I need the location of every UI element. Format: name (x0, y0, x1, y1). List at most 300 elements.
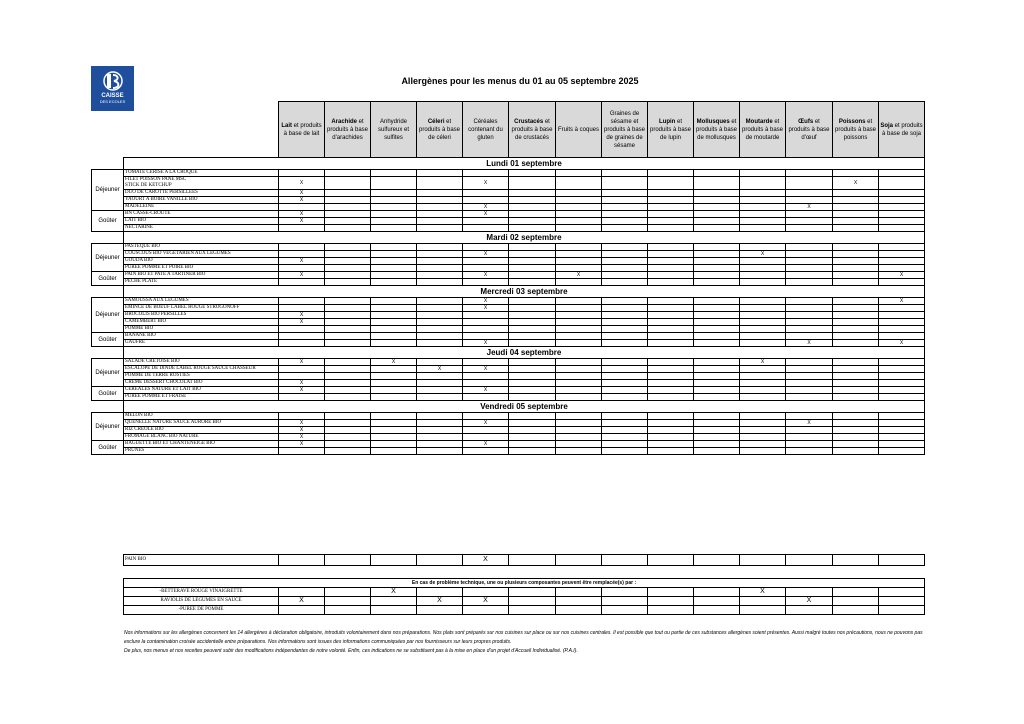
allergen-cell (417, 359, 463, 366)
allergen-cell (463, 170, 509, 177)
allergen-cell (602, 204, 648, 211)
allergen-cell (417, 218, 463, 225)
allergen-cell (740, 555, 786, 566)
allergen-cell (833, 225, 879, 232)
allergen-cell (556, 319, 602, 326)
allergen-cell (833, 258, 879, 265)
allergen-cell (509, 441, 556, 448)
allergen-cell (371, 218, 417, 225)
allergen-cell: X (417, 597, 463, 606)
allergen-cell (325, 448, 371, 455)
allergen-cell (879, 258, 925, 265)
allergen-cell (463, 279, 509, 286)
allergen-cell (694, 413, 740, 420)
allergen-cell (417, 380, 463, 387)
column-header-bold: Céleri (427, 118, 445, 125)
allergen-cell (325, 279, 371, 286)
allergen-cell: X (279, 190, 325, 197)
dish-name (124, 312, 279, 319)
allergen-cell: X (463, 204, 509, 211)
dish-name (124, 441, 279, 448)
allergen-cell (786, 272, 833, 279)
allergen-cell (371, 420, 417, 427)
allergen-cell (740, 448, 786, 455)
allergen-cell (463, 312, 509, 319)
allergen-cell (417, 305, 463, 312)
allergen-cell (325, 265, 371, 272)
allergen-cell (833, 441, 879, 448)
table-row (92, 387, 925, 394)
dish-name-line: TOMATE CERISE A LA CROQUE (125, 170, 198, 175)
allergen-cell (509, 298, 556, 305)
allergen-cell (786, 265, 833, 272)
table-row (92, 218, 925, 225)
allergen-cell (509, 588, 556, 597)
allergen-cell (879, 394, 925, 401)
allergen-cell (325, 319, 371, 326)
allergen-cell (463, 326, 509, 333)
allergen-cell (279, 555, 325, 566)
table-row (92, 441, 925, 448)
allergen-cell (648, 333, 694, 340)
allergen-cell (325, 177, 371, 190)
allergen-cell (602, 427, 648, 434)
allergen-cell (371, 434, 417, 441)
allergen-cell (694, 366, 740, 373)
meal-label: Goûter (92, 441, 124, 455)
allergen-cell (879, 218, 925, 225)
allergen-cell (879, 606, 925, 615)
allergen-cell (325, 359, 371, 366)
day-heading: Lundi 01 septembre (124, 158, 925, 170)
allergen-cell: X (463, 177, 509, 190)
allergen-cell (694, 305, 740, 312)
allergen-cell (879, 597, 925, 606)
allergen-cell (556, 448, 602, 455)
allergen-cell (740, 197, 786, 204)
allergen-cell (371, 265, 417, 272)
allergen-cell (786, 606, 833, 615)
allergen-cell (325, 298, 371, 305)
allergen-cell (786, 279, 833, 286)
allergen-cell (740, 394, 786, 401)
allergen-cell (648, 413, 694, 420)
allergen-cell (463, 427, 509, 434)
allergen-cell (694, 588, 740, 597)
allergen-cell (602, 340, 648, 347)
allergen-cell (694, 380, 740, 387)
allergen-cell (463, 190, 509, 197)
table-row (92, 373, 925, 380)
allergen-cell (417, 420, 463, 427)
allergen-cell (463, 373, 509, 380)
allergen-cell (417, 319, 463, 326)
dish-name (124, 319, 279, 326)
table-row (92, 312, 925, 319)
allergen-cell (740, 597, 786, 606)
table-row (92, 272, 925, 279)
allergen-cell (786, 588, 833, 597)
meal-label: Goûter (92, 387, 124, 401)
allergen-cell (509, 177, 556, 190)
allergen-cell (833, 326, 879, 333)
allergen-cell (786, 211, 833, 218)
allergen-cell (556, 170, 602, 177)
allergen-cell (325, 597, 371, 606)
meal-label: Déjeuner (92, 359, 124, 387)
allergen-cell (509, 225, 556, 232)
dish-name-line: BANANE BIO (125, 333, 156, 338)
column-header (509, 102, 556, 158)
table-row (92, 366, 925, 373)
allergen-cell (279, 225, 325, 232)
allergen-cell (556, 394, 602, 401)
allergen-cell (417, 177, 463, 190)
allergen-cell (463, 244, 509, 251)
allergen-cell (694, 211, 740, 218)
table-row (92, 204, 925, 211)
dish-name-line: COUSCOUS BIO VEGETARIEN AUX LEGUMES (125, 251, 231, 256)
table-row (92, 265, 925, 272)
allergen-cell (556, 225, 602, 232)
allergen-cell (786, 366, 833, 373)
allergen-cell (602, 258, 648, 265)
dish-name (124, 333, 279, 340)
dish-name-line: CEREALES NATURE ET LAIT BIO (125, 387, 201, 392)
allergen-cell (509, 387, 556, 394)
allergen-cell (879, 427, 925, 434)
allergen-cell (556, 366, 602, 373)
allergen-cell (833, 555, 879, 566)
allergen-cell (463, 218, 509, 225)
allergen-cell (371, 312, 417, 319)
allergen-cell (371, 197, 417, 204)
pain-table (123, 554, 925, 566)
allergen-cell (740, 312, 786, 319)
allergen-cell (833, 366, 879, 373)
allergen-cell (833, 387, 879, 394)
allergen-cell (509, 190, 556, 197)
allergen-cell (694, 319, 740, 326)
allergen-cell (740, 204, 786, 211)
allergen-cell (694, 434, 740, 441)
allergen-cell (740, 319, 786, 326)
allergen-cell: X (279, 258, 325, 265)
dish-name (124, 380, 279, 387)
allergen-cell (833, 312, 879, 319)
allergen-cell (602, 606, 648, 615)
allergen-cell (509, 333, 556, 340)
allergen-cell (833, 340, 879, 347)
allergen-cell (879, 204, 925, 211)
dish-name (124, 204, 279, 211)
dish-name (124, 298, 279, 305)
allergen-cell (371, 555, 417, 566)
allergen-cell (833, 373, 879, 380)
allergen-cell (694, 420, 740, 427)
day-heading: Mercredi 03 septembre (124, 286, 925, 298)
dish-name (124, 218, 279, 225)
dish-name-line: FILET POISSON PANE MSC (125, 177, 187, 182)
column-header (786, 102, 833, 158)
column-header (648, 102, 694, 158)
allergen-cell (602, 225, 648, 232)
allergen-cell (602, 272, 648, 279)
footnote-1: Nos informations sur les allergènes concernent les 14 allergènes à déclaration obligatoire, introduits volontairement dans nos préparations. Nos plats sont préparés sur nos cuisines sur place ou sur nos cuisines centrales. Il est possible que tout ou partie de ces substances allergènes soient présentes. Aussi malgré toutes nos précautions, nous ne pouvons pas exclure la contamination croisée accidentelle entre préparations. Nos informations sont issues des informations communiquées par nos fournisseurs sur leurs propres produits. (124, 630, 923, 645)
allergen-cell: X (279, 319, 325, 326)
allergen-cell (694, 204, 740, 211)
allergen-cell (279, 298, 325, 305)
allergen-cell (740, 279, 786, 286)
allergen-cell (371, 413, 417, 420)
dish-name (124, 434, 279, 441)
allergen-cell: X (279, 312, 325, 319)
alternatives-header-row (124, 579, 925, 588)
allergen-cell (371, 211, 417, 218)
meal-label: Goûter (92, 272, 124, 286)
dish-name-line: PAIN BIO ET PATE A TARTINER BIO (125, 272, 206, 277)
allergen-cell (879, 434, 925, 441)
allergen-cell (325, 170, 371, 177)
allergen-cell (648, 312, 694, 319)
allergen-cell (325, 305, 371, 312)
allergen-cell (556, 606, 602, 615)
column-header (740, 102, 786, 158)
allergen-cell (879, 366, 925, 373)
dish-name (124, 394, 279, 401)
allergen-cell (417, 333, 463, 340)
allergen-cell (648, 225, 694, 232)
table-row (92, 197, 925, 204)
column-header (279, 102, 325, 158)
allergen-cell (786, 380, 833, 387)
allergen-cell (740, 272, 786, 279)
allergen-cell (648, 606, 694, 615)
allergen-cell (279, 244, 325, 251)
dish-name-line: BROCOLIS BIO PERSILLES (125, 312, 187, 317)
dish-name-line: PRUNES (125, 448, 145, 453)
allergen-cell (417, 326, 463, 333)
allergen-cell (371, 366, 417, 373)
allergen-cell (417, 298, 463, 305)
allergen-cell (648, 441, 694, 448)
allergen-cell (556, 258, 602, 265)
dish-name (124, 420, 279, 427)
allergen-cell (694, 373, 740, 380)
allergen-cell (556, 244, 602, 251)
allergen-cell (648, 319, 694, 326)
allergen-cell (509, 427, 556, 434)
allergen-cell (786, 298, 833, 305)
allergen-cell (694, 555, 740, 566)
allergen-cell (833, 170, 879, 177)
allergen-cell: X (463, 272, 509, 279)
allergen-cell (371, 251, 417, 258)
dish-name-line: ESCALOPE DE DINDE LABEL ROUGE SAUCE CHASSEUR (125, 366, 256, 371)
allergen-cell (279, 170, 325, 177)
allergen-cell (417, 413, 463, 420)
allergen-cell (694, 312, 740, 319)
allergen-cell (786, 441, 833, 448)
allergen-cell (740, 305, 786, 312)
allergen-cell (279, 251, 325, 258)
allergen-cell (371, 448, 417, 455)
allergen-cell (509, 197, 556, 204)
allergen-cell (556, 197, 602, 204)
allergen-cell (509, 305, 556, 312)
footnote-2: De plus, nos menus et nos recettes peuvent subir des modifications indépendantes de notre volonté. Enfin, ces indications ne se substituent pas à la mise en place d'un projet d'Accueil Individualisé. (P.A.I). (124, 648, 578, 654)
allergen-cell (694, 177, 740, 190)
table-row (92, 251, 925, 258)
allergen-cell (740, 326, 786, 333)
allergen-cell (833, 427, 879, 434)
allergen-cell (602, 588, 648, 597)
allergen-cell (786, 312, 833, 319)
allergen-cell: X (279, 427, 325, 434)
allergen-cell (371, 258, 417, 265)
allergen-cell (740, 380, 786, 387)
allergen-cell (648, 244, 694, 251)
allergen-cell (279, 366, 325, 373)
allergen-cell (279, 588, 325, 597)
allergen-cell (648, 211, 694, 218)
allergen-cell (556, 312, 602, 319)
allergen-cell (463, 434, 509, 441)
allergen-cell (417, 427, 463, 434)
allergen-cell (694, 333, 740, 340)
allergen-cell (648, 434, 694, 441)
allergen-cell (786, 170, 833, 177)
allergen-cell (325, 606, 371, 615)
allergen-cell (417, 340, 463, 347)
allergen-cell (371, 387, 417, 394)
day-heading: Mardi 02 septembre (124, 232, 925, 244)
dish-name-line: POMME BIO (125, 326, 154, 331)
allergen-cell: X (279, 420, 325, 427)
allergen-cell (371, 606, 417, 615)
allergen-cell (279, 279, 325, 286)
allergen-cell (371, 298, 417, 305)
allergen-cell (833, 305, 879, 312)
allergen-cell (371, 170, 417, 177)
allergen-cell (648, 373, 694, 380)
allergen-cell (833, 244, 879, 251)
allergen-cell (602, 420, 648, 427)
allergen-cell (279, 448, 325, 455)
allergen-cell (602, 305, 648, 312)
allergen-cell (417, 588, 463, 597)
allergen-cell (786, 177, 833, 190)
column-header (879, 102, 925, 158)
allergen-cell (279, 394, 325, 401)
allergen-cell (556, 204, 602, 211)
allergen-cell (833, 597, 879, 606)
allergen-cell (509, 597, 556, 606)
allergen-cell (325, 380, 371, 387)
allergen-cell (463, 380, 509, 387)
allergen-cell (279, 606, 325, 615)
allergen-cell (417, 448, 463, 455)
allergen-cell: X (279, 434, 325, 441)
table-row (92, 190, 925, 197)
column-header-text: et produits à base de crustacés (511, 118, 553, 141)
allergen-cell (648, 427, 694, 434)
allergen-cell (786, 394, 833, 401)
dish-name-line: PUREE POMME ET FRAISE (125, 394, 187, 399)
allergen-cell: X (279, 218, 325, 225)
dish-name (124, 387, 279, 394)
allergen-cell: X (279, 177, 325, 190)
allergen-cell (556, 373, 602, 380)
column-header-text: et produits à base de lupin (649, 118, 692, 141)
allergen-cell (694, 272, 740, 279)
allergen-cell (694, 279, 740, 286)
allergen-cell (879, 359, 925, 366)
allergen-cell (740, 244, 786, 251)
allergen-cell (602, 380, 648, 387)
allergen-cell (556, 588, 602, 597)
allergen-cell: X (879, 298, 925, 305)
allergen-cell (509, 265, 556, 272)
dish-name-line: PASTEQUE BIO (125, 244, 160, 249)
table-row (92, 359, 925, 366)
allergen-cell (879, 279, 925, 286)
allergen-cell (509, 555, 556, 566)
allergen-cell (740, 387, 786, 394)
allergen-cell: X (463, 441, 509, 448)
dish-name (124, 244, 279, 251)
allergen-cell (879, 197, 925, 204)
allergen-cell (509, 258, 556, 265)
allergen-cell (786, 197, 833, 204)
allergen-cell (879, 319, 925, 326)
table-row (92, 448, 925, 455)
allergen-cell (694, 387, 740, 394)
allergen-cell (602, 211, 648, 218)
allergen-cell (279, 326, 325, 333)
allergen-cell (417, 211, 463, 218)
column-header-text: et produits à base d'œuf (788, 118, 830, 141)
allergen-cell (325, 211, 371, 218)
allergen-cell (879, 413, 925, 420)
allergen-cell (648, 265, 694, 272)
allergen-cell (879, 588, 925, 597)
column-header (325, 102, 371, 158)
allergen-cell (740, 333, 786, 340)
dish-name-line: CAMEMBERT BIO (125, 319, 167, 324)
allergen-cell (879, 211, 925, 218)
allergen-cell: X (786, 420, 833, 427)
logo-emblem-icon (99, 70, 127, 92)
allergen-cell (325, 373, 371, 380)
allergen-cell: X (463, 211, 509, 218)
allergen-cell (879, 333, 925, 340)
allergen-cell (694, 244, 740, 251)
allergen-cell (463, 225, 509, 232)
allergen-cell (509, 373, 556, 380)
allergen-cell (694, 448, 740, 455)
allergen-cell: X (463, 420, 509, 427)
allergen-cell (786, 427, 833, 434)
dish-name (124, 190, 279, 197)
day-heading: Jeudi 04 septembre (124, 347, 925, 359)
allergen-cell (833, 380, 879, 387)
logo-text-1: CAISSE (101, 93, 124, 99)
allergen-cell (602, 244, 648, 251)
allergen-cell (556, 298, 602, 305)
column-header-bold: Mollusques (696, 118, 730, 125)
allergen-cell (325, 340, 371, 347)
